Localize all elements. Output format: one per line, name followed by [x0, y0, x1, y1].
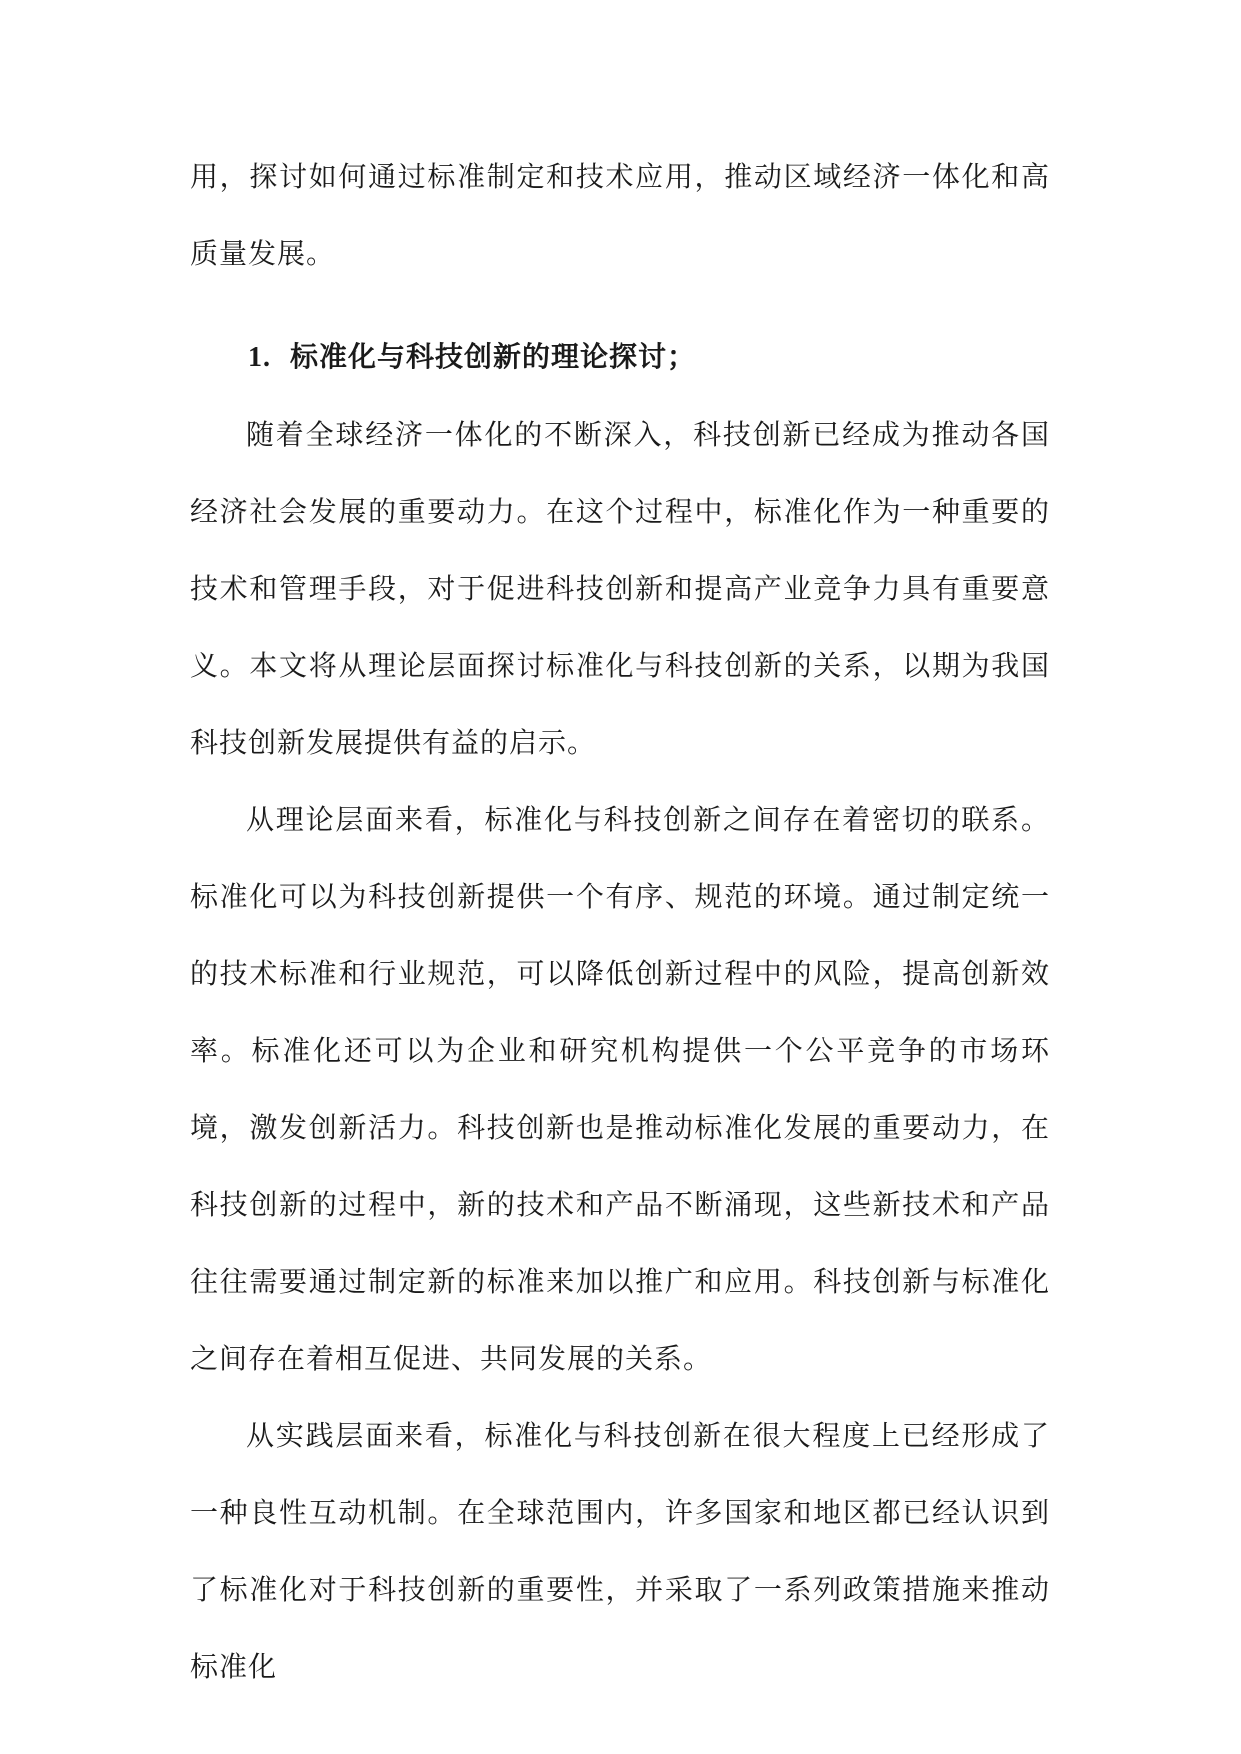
paragraph-2: 从理论层面来看，标准化与科技创新之间存在着密切的联系。标准化可以为科技创新提供一个有序、规范的环境。通过制定统一的技术标准和行业规范，可以降低创新过程中的风险，提高创新效率。标准化还可以为企业和研究机构提供一个公平竞争的市场环境，激发创新活力。科技创新也是推动标准化发展的重要动力，在科技创新的过程中，新的技术和产品不断涌现，这些新技术和产品往往需要通过制定新的标准来加以推广和应用。科技创新与标准化之间存在着相互促进、共同发展的关系。: [190, 803, 1050, 1375]
lead-continuation-paragraph: 用，探讨如何通过标准制定和技术应用，推动区域经济一体化和高质量发展。: [190, 160, 1050, 270]
body-paragraphs: [190, 396, 1050, 1705]
section-heading: [248, 318, 696, 396]
paragraph-1: 随着全球经济一体化的不断深入，科技创新已经成为推动各国经济社会发展的重要动力。在这个过程中，标准化作为一种重要的技术和管理手段，对于促进科技创新和提高产业竞争力具有重要意义。本文将从理论层面探讨标准化与科技创新的关系，以期为我国科技创新发展提供有益的启示。: [190, 418, 1050, 759]
paragraph-3: 从实践层面来看，标准化与科技创新在很大程度上已经形成了一种良性互动机制。在全球范围内，许多国家和地区都已经认识到了标准化对于科技创新的重要性，并采取了一系列政策措施来推动标准化: [190, 1419, 1050, 1683]
section-title: 标准化与科技创新的理论探讨；: [290, 340, 697, 373]
section-number: 1.: [248, 342, 271, 373]
